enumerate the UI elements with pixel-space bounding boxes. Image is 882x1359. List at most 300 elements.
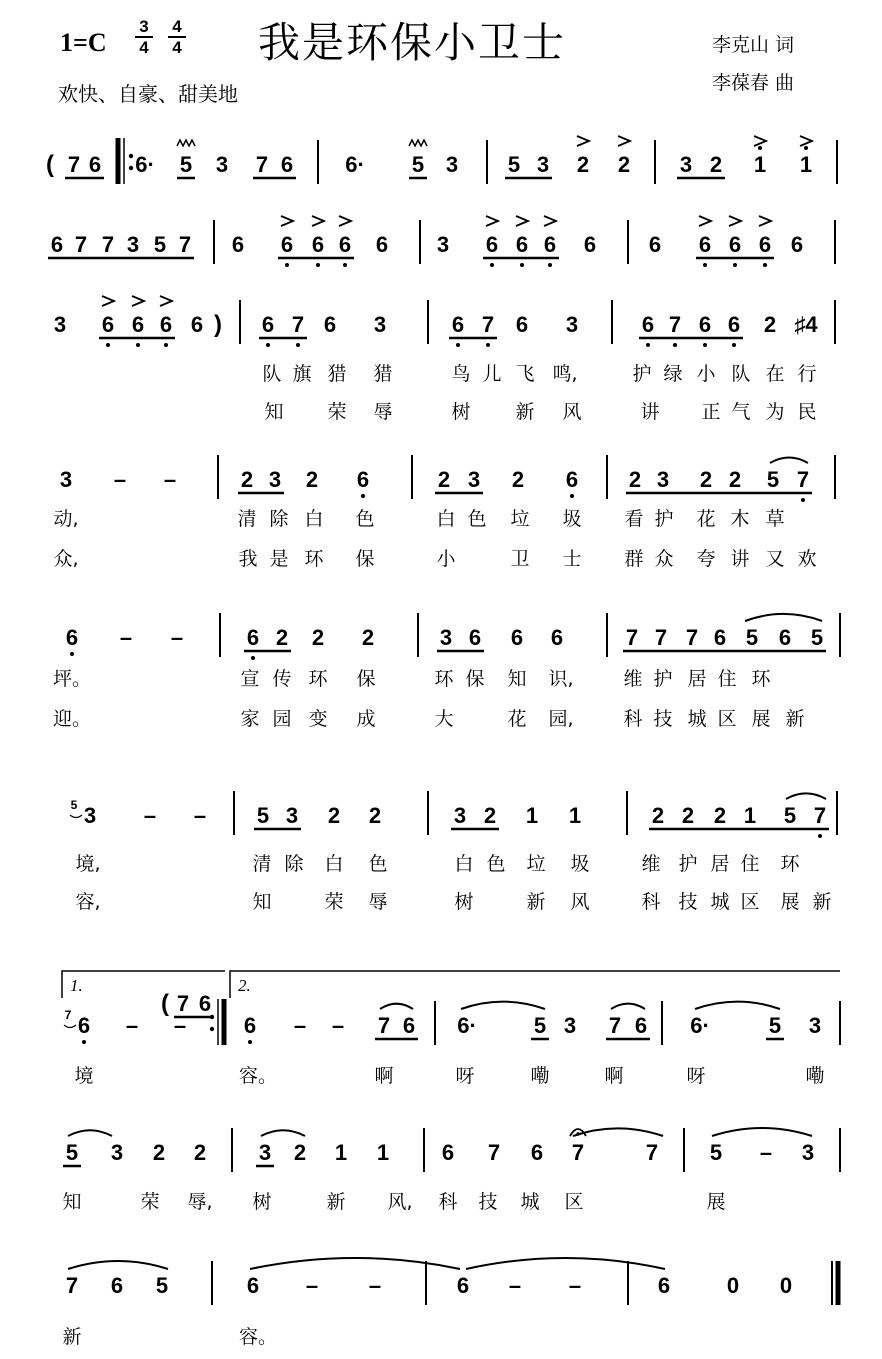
lyric-syllable: 气 (731, 401, 751, 423)
key-signature: 1=C (60, 28, 107, 57)
note: 1 (568, 803, 582, 828)
accent-mark (754, 136, 766, 146)
note: 2 (193, 1140, 207, 1165)
slur (695, 1002, 780, 1009)
note: 6· (135, 152, 155, 177)
note: 2 (275, 625, 289, 650)
lyric-syllable: 境, (75, 853, 101, 875)
lyric-syllable: 众, (53, 548, 79, 570)
volta2-bracket (230, 971, 840, 998)
note: 2 (617, 152, 631, 177)
lyric-syllable: 夸 (696, 548, 716, 570)
lyric-syllable: 城 (687, 708, 707, 730)
lyric-syllable: 环 (304, 548, 324, 570)
lyric-syllable: 花 (507, 708, 527, 730)
lyric-syllable: 荣 (327, 401, 347, 423)
note: 6 (88, 152, 102, 177)
lyric-syllable: 讲 (730, 548, 750, 570)
dash-note: – (331, 1013, 345, 1038)
lyric-syllable: 清 (252, 853, 272, 875)
lyric-syllable: 色 (355, 508, 375, 530)
volta2-label: 2. (238, 976, 251, 995)
slur (68, 1261, 168, 1269)
lyric-syllable: 白 (436, 508, 456, 530)
note: 0 (779, 1273, 793, 1298)
note: 2 (651, 803, 665, 828)
note: ♯4 (794, 312, 818, 337)
note: 2 (709, 152, 723, 177)
low-octave-dot (296, 343, 300, 347)
time-signature-4-4: 4 4 (166, 18, 188, 56)
accent-mark (486, 216, 498, 226)
note: 3 (373, 312, 387, 337)
lyric-syllable: 树 (451, 401, 471, 423)
lyric-syllable: 科 (641, 891, 661, 913)
note: 3 (285, 803, 299, 828)
note: 5 (411, 152, 425, 177)
lyric-syllable: 小 (436, 548, 456, 570)
note: 5 (783, 803, 797, 828)
note: 2 (311, 625, 325, 650)
lyric-syllable: 鸣, (552, 363, 578, 385)
lyric-syllable: 啊 (374, 1065, 394, 1087)
lyric-syllable: 护 (678, 853, 698, 875)
note: 3 (110, 1140, 124, 1165)
note: 6 (246, 625, 260, 650)
note: 2 (763, 312, 777, 337)
low-octave-dot (456, 343, 460, 347)
lyric-syllable: 嘞 (805, 1065, 825, 1087)
note: 3 (808, 1013, 822, 1038)
lyric-syllable: 儿 (482, 363, 502, 385)
note: 5 (507, 152, 521, 177)
lyric-syllable: 居 (710, 853, 730, 875)
note: ( (161, 990, 169, 1017)
note: 3 (258, 1140, 272, 1165)
lyric-syllable: 小 (696, 363, 716, 385)
low-octave-dot (733, 263, 737, 267)
lyric-syllable: 辱 (373, 401, 393, 423)
note: 6 (641, 312, 655, 337)
lyric-syllable: 维 (623, 668, 643, 690)
lyric-syllable: 旗 (292, 363, 312, 385)
note: 6 (65, 625, 79, 650)
lyric-syllable: 花 (696, 508, 716, 530)
low-octave-dot (570, 494, 574, 498)
slur (461, 1002, 545, 1009)
note: 7 (685, 625, 699, 650)
low-octave-dot (673, 343, 677, 347)
lyric-syllable: 草 (765, 508, 785, 530)
lyric-syllable: 树 (454, 891, 474, 913)
trill-ornament (177, 140, 195, 146)
note: 5 (155, 1273, 169, 1298)
lyric-syllable: 新 (62, 1326, 82, 1348)
lyric-syllable: 保 (356, 668, 376, 690)
lyric-syllable: 树 (252, 1191, 272, 1213)
lyric-syllable: 新 (785, 708, 805, 730)
note: 7 (796, 467, 810, 492)
lyric-syllable: 保 (465, 668, 485, 690)
low-octave-dot (248, 1040, 252, 1044)
accent-mark (729, 216, 741, 226)
lyric-syllable: 环 (434, 668, 454, 690)
note: 7 (377, 1013, 391, 1038)
lyric-syllable: 猎 (373, 363, 393, 385)
lyric-syllable: 色 (467, 508, 487, 530)
lyric-syllable: 又 (765, 548, 785, 570)
note: 3 (445, 152, 459, 177)
lyric-syllable: 区 (740, 891, 760, 913)
note: 6 (515, 232, 529, 257)
note: 2 (728, 467, 742, 492)
slur (745, 614, 822, 621)
lyric-syllable: 科 (623, 708, 643, 730)
repeat-dot (129, 154, 133, 158)
lyric-syllable: 新 (526, 891, 546, 913)
note: 5 (65, 1140, 79, 1165)
note: 2 (152, 1140, 166, 1165)
note: 7 (654, 625, 668, 650)
dash-note: – (125, 1013, 139, 1038)
dash-note: – (113, 467, 127, 492)
slur (466, 1258, 665, 1269)
low-octave-dot (703, 263, 707, 267)
note: 6 (698, 312, 712, 337)
lyric-syllable: 猎 (327, 363, 347, 385)
note: ( (46, 151, 54, 178)
song-title: 我是环保小卫士 (258, 18, 567, 67)
low-octave-dot (703, 343, 707, 347)
note: 6 (338, 232, 352, 257)
lyric-syllable: 荣 (324, 891, 344, 913)
note: 6 (190, 312, 204, 337)
lyric-syllable: 迎。 (52, 708, 92, 730)
note: 7 (74, 232, 88, 257)
lyric-syllable: 城 (710, 891, 730, 913)
note: 2 (293, 1140, 307, 1165)
note: 3 (439, 625, 453, 650)
low-octave-dot (285, 263, 289, 267)
note: 5 (179, 152, 193, 177)
lyric-syllable: 在 (765, 363, 785, 385)
trill-ornament (409, 140, 427, 146)
slur (380, 1004, 413, 1009)
note: 6 (758, 232, 772, 257)
lyric-syllable: 看 (624, 508, 644, 530)
note: 2 (511, 467, 525, 492)
note: 6 (246, 1273, 260, 1298)
dash-note: – (568, 1273, 582, 1298)
note: 6 (261, 312, 275, 337)
lyric-syllable: 卫 (510, 548, 530, 570)
lyric-syllable: 知 (252, 891, 272, 913)
note: 6 (50, 232, 64, 257)
lyric-syllable: 啊 (604, 1065, 624, 1087)
lyric-syllable: 技 (678, 891, 698, 913)
note: 2 (305, 467, 319, 492)
note: 6 (778, 625, 792, 650)
note: 7 (608, 1013, 622, 1038)
note: 3 (801, 1140, 815, 1165)
note: 7 (176, 991, 190, 1016)
note: 7 (571, 1140, 585, 1165)
note: 2 (361, 625, 375, 650)
note: 2 (681, 803, 695, 828)
lyric-syllable: 木 (730, 508, 750, 530)
note: 7 (255, 152, 269, 177)
note: 3 (467, 467, 481, 492)
lyric-syllable: 住 (717, 668, 737, 690)
lyric-syllable: 护 (632, 363, 652, 385)
lyric-syllable: 行 (797, 363, 817, 385)
tempo-marking: 欢快、自豪、甜美地 (58, 82, 238, 106)
dash-note: – (508, 1273, 522, 1298)
repeat-dot (210, 1027, 214, 1031)
note: 7 (645, 1140, 659, 1165)
grace-slur (70, 815, 82, 818)
lyric-syllable: 众 (654, 548, 674, 570)
note: 6· (690, 1013, 710, 1038)
slur (712, 1128, 812, 1136)
note: 2 (713, 803, 727, 828)
low-octave-dot (763, 263, 767, 267)
note: 6 (515, 312, 529, 337)
low-octave-dot (646, 343, 650, 347)
accent-mark (800, 136, 812, 146)
lyric-syllable: 风 (562, 401, 582, 423)
note: 6 (356, 467, 370, 492)
note: 7 (178, 232, 192, 257)
note: 6 (790, 232, 804, 257)
lyric-syllable: 白 (324, 853, 344, 875)
note: 6 (131, 312, 145, 337)
note: 6 (402, 1013, 416, 1038)
lyric-syllable: 垃 (510, 508, 530, 530)
lyric-syllable: 维 (641, 853, 661, 875)
note: 5 (153, 232, 167, 257)
low-octave-dot (251, 656, 255, 660)
note: 2 (327, 803, 341, 828)
note: 6 (110, 1273, 124, 1298)
lyric-syllable: 园, (548, 708, 574, 730)
note: 6 (657, 1273, 671, 1298)
note: 5 (745, 625, 759, 650)
lyric-syllable: 呀 (686, 1065, 706, 1087)
lyric-syllable: 嘞 (530, 1065, 550, 1087)
lyric-syllable: 除 (269, 508, 289, 530)
low-octave-dot (70, 652, 74, 656)
high-octave-dot (804, 146, 808, 150)
note: 6· (345, 152, 365, 177)
note: 6 (550, 625, 564, 650)
note: 6 (727, 312, 741, 337)
lyric-syllable: 区 (564, 1191, 584, 1213)
high-octave-dot (758, 146, 762, 150)
low-octave-dot (106, 343, 110, 347)
lyric-syllable: 坪。 (52, 668, 92, 690)
lyric-syllable: 容。 (238, 1326, 278, 1348)
lyric-syllable: 新 (515, 401, 535, 423)
lyric-syllable: 动, (53, 508, 79, 530)
accent-mark (618, 136, 630, 146)
lyric-syllable: 色 (368, 853, 388, 875)
note: 6 (583, 232, 597, 257)
lyric-syllable: 飞 (515, 363, 535, 385)
note: 5 (533, 1013, 547, 1038)
note: 5 (709, 1140, 723, 1165)
lyric-syllable: 呀 (455, 1065, 475, 1087)
volta1-label: 1. (70, 976, 83, 995)
note: 3 (563, 1013, 577, 1038)
dash-note: – (759, 1140, 773, 1165)
note: 7 (481, 312, 495, 337)
note: 6 (311, 232, 325, 257)
lyric-syllable: 住 (740, 853, 760, 875)
lyric-syllable: 环 (780, 853, 800, 875)
composer-credit: 李葆春 曲 (712, 72, 795, 94)
note: 6 (485, 232, 499, 257)
lyric-syllable: 宣 (240, 668, 260, 690)
low-octave-dot (486, 343, 490, 347)
lyric-syllable: 队 (262, 363, 282, 385)
repeat-dot (129, 166, 133, 170)
note: 7 (67, 152, 81, 177)
low-octave-dot (732, 343, 736, 347)
low-octave-dot (136, 343, 140, 347)
lyric-syllable: 士 (562, 548, 582, 570)
note: 7 (65, 1273, 79, 1298)
lyric-syllable: 白 (304, 508, 324, 530)
note: 6 (698, 232, 712, 257)
lyric-syllable: 知 (507, 668, 527, 690)
lyric-syllable: 我 (238, 548, 258, 570)
lyric-syllable: 荣 (140, 1191, 160, 1213)
lyric-syllable: 容。 (238, 1065, 278, 1087)
accent-mark (699, 216, 711, 226)
lyric-syllable: 知 (62, 1191, 82, 1213)
lyric-syllable: 成 (356, 708, 376, 730)
lyric-syllable: 辱, (187, 1191, 213, 1213)
lyric-syllable: 环 (751, 668, 771, 690)
accent-mark (516, 216, 528, 226)
note: 0 (726, 1273, 740, 1298)
lyric-syllable: 风, (387, 1191, 413, 1213)
lyric-syllable: 风 (570, 891, 590, 913)
note: 2 (628, 467, 642, 492)
lyric-syllable: 技 (653, 708, 673, 730)
note: 1 (743, 803, 757, 828)
note: 1 (753, 152, 767, 177)
note: 2 (240, 467, 254, 492)
note: 6 (510, 625, 524, 650)
note: ) (214, 311, 222, 338)
low-octave-dot (343, 263, 347, 267)
note: 6 (323, 312, 337, 337)
note: 3 (53, 312, 67, 337)
note: 6 (280, 152, 294, 177)
note: 5 (810, 625, 824, 650)
lyric-syllable: 境 (74, 1065, 94, 1087)
accent-mark (759, 216, 771, 226)
note: 6 (565, 467, 579, 492)
note: 1 (376, 1140, 390, 1165)
lyric-syllable: 大 (434, 708, 454, 730)
note: 6 (728, 232, 742, 257)
note: 6 (159, 312, 173, 337)
grace-slur (64, 1025, 76, 1028)
low-octave-dot (818, 834, 822, 838)
dash-note: – (293, 1013, 307, 1038)
lyric-syllable: 民 (797, 401, 817, 423)
slur (611, 1004, 645, 1009)
low-octave-dot (490, 263, 494, 267)
accent-mark (312, 216, 324, 226)
note: 1 (334, 1140, 348, 1165)
lyric-syllable: 正 (701, 401, 721, 423)
lyric-syllable: 科 (438, 1191, 458, 1213)
low-octave-dot (82, 1040, 86, 1044)
lyric-syllable: 护 (653, 668, 673, 690)
lyric-syllable: 识, (548, 668, 574, 690)
lyric-syllable: 圾 (570, 853, 590, 875)
slur (573, 1128, 663, 1136)
dash-note: – (170, 625, 184, 650)
lyric-syllable: 除 (284, 853, 304, 875)
lyric-syllable: 园 (272, 708, 292, 730)
note: 6 (77, 1013, 91, 1038)
lyric-syllable: 辱 (368, 891, 388, 913)
dash-note: – (163, 467, 177, 492)
slur (786, 793, 826, 799)
lyric-syllable: 是 (269, 548, 289, 570)
note: 6 (231, 232, 245, 257)
note: 7 (101, 232, 115, 257)
dash-note: – (193, 803, 207, 828)
note: 6· (457, 1013, 477, 1038)
accent-mark (281, 216, 293, 226)
low-octave-dot (548, 263, 552, 267)
accent-mark (160, 296, 172, 306)
note: 6 (456, 1273, 470, 1298)
note: 7 (487, 1140, 501, 1165)
lyric-syllable: 圾 (562, 508, 582, 530)
note: 1 (525, 803, 539, 828)
lyric-syllable: 展 (706, 1191, 726, 1213)
lyricist-credit: 李克山 词 (712, 34, 795, 56)
note: 6 (441, 1140, 455, 1165)
note: 6 (634, 1013, 648, 1038)
note: 6 (198, 991, 212, 1016)
lyric-syllable: 容, (75, 891, 101, 913)
note: 3 (436, 232, 450, 257)
lyric-syllable: 知 (264, 401, 284, 423)
lyric-syllable: 保 (355, 548, 375, 570)
accent-mark (339, 216, 351, 226)
note: 1 (799, 152, 813, 177)
low-octave-dot (266, 343, 270, 347)
accent-mark (577, 136, 589, 146)
lyric-syllable: 新 (812, 891, 832, 913)
accent-mark (544, 216, 556, 226)
slur (261, 1130, 305, 1136)
dash-note: – (143, 803, 157, 828)
lyric-syllable: 区 (717, 708, 737, 730)
lyric-syllable: 白 (454, 853, 474, 875)
slur (250, 1258, 460, 1269)
lyric-syllable: 绿 (663, 363, 683, 385)
grace-note: 5 (70, 798, 78, 812)
